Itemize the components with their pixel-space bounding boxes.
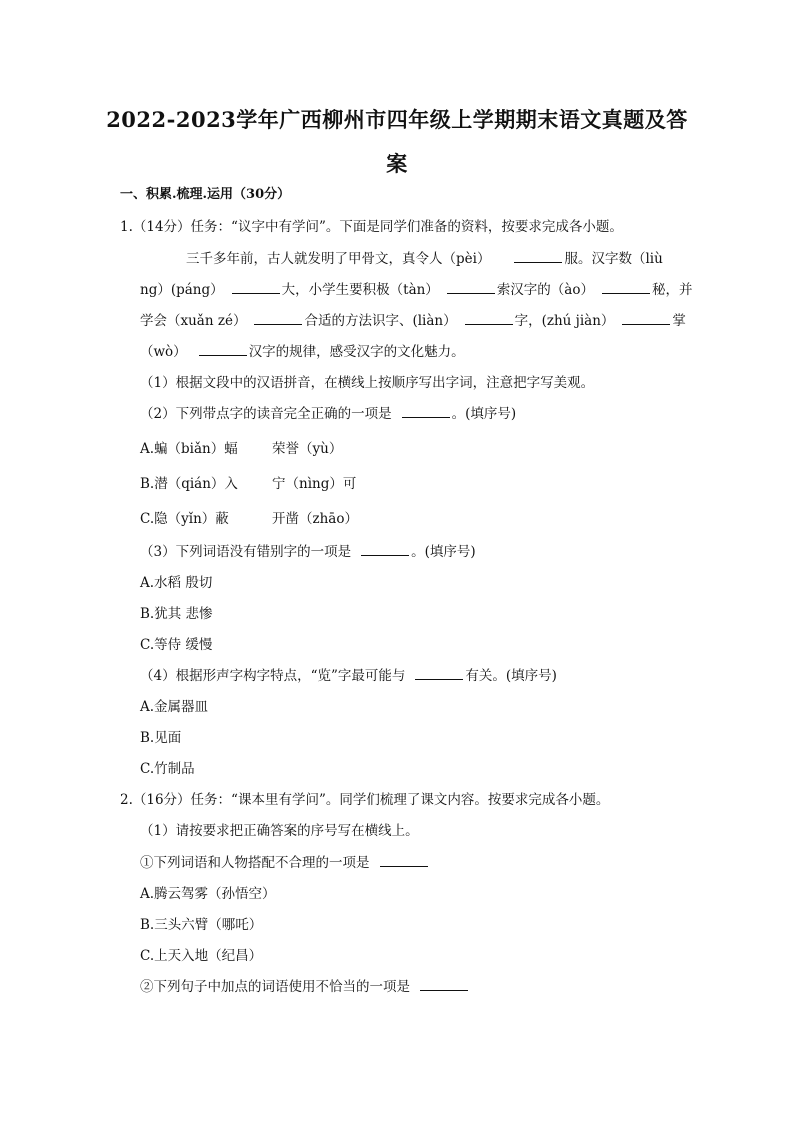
q1-sub-2: [140, 405, 516, 423]
q1-sub-4: [140, 667, 557, 685]
passage-line-3: [140, 312, 686, 330]
question-text: 有关。(填序号): [465, 668, 557, 684]
q1-sub-4-option-c: C.竹制品: [140, 761, 195, 777]
answer-blank[interactable]: [622, 312, 670, 325]
question-text: 。(填序号): [411, 544, 476, 560]
option-text: 宁（nìng）可: [272, 476, 357, 492]
answer-blank[interactable]: [602, 281, 650, 294]
q1-sub-2-option-a: [140, 440, 342, 458]
passage-line-1: [186, 250, 663, 268]
q2-item-1-option-a: A.腾云驾雾（孙悟空）: [140, 886, 276, 902]
passage-text: ng）(páng）: [140, 282, 224, 298]
passage-line-4: [140, 343, 465, 361]
answer-blank[interactable]: [232, 281, 280, 294]
q1-sub-3-option-a: A.水稻 殷切: [140, 575, 213, 591]
passage-text: 汉字的规律，感受汉字的文化魅力。: [248, 344, 465, 360]
q1-sub-2-option-c: [140, 510, 358, 528]
option-text: 开凿（zhāo）: [272, 511, 358, 527]
answer-blank[interactable]: [254, 312, 302, 325]
question-text: ②下列句子中加点的词语使用不恰当的一项是: [140, 979, 410, 995]
q2-item-1-option-b: B.三头六臂（哪吒）: [140, 917, 263, 933]
answer-blank[interactable]: [465, 312, 513, 325]
q1-sub-2-option-b: [140, 475, 356, 493]
answer-blank[interactable]: [402, 405, 450, 418]
answer-blank[interactable]: [514, 250, 562, 263]
answer-blank[interactable]: [361, 543, 409, 556]
passage-text: 字，(zhú jiàn）: [514, 313, 615, 329]
q1-sub-4-option-b: B.见面: [140, 730, 182, 746]
option-text: C.隐（yǐn）蔽: [140, 511, 229, 527]
passage-text: 服。汉字数（liù: [564, 251, 663, 267]
q2-item-1-option-c: C.上天入地（纪昌）: [140, 948, 263, 964]
passage-text: 索汉字的（ào）: [496, 282, 594, 298]
answer-blank[interactable]: [420, 978, 468, 991]
passage-line-2: [140, 281, 693, 299]
question-text: （3）下列词语没有错别字的一项是: [140, 544, 352, 560]
question-text: ①下列词语和人物搭配不合理的一项是: [140, 855, 370, 871]
passage-text: （wò）: [140, 344, 187, 360]
passage-text: 学会（xuǎn zé）: [140, 313, 247, 329]
answer-blank[interactable]: [447, 281, 495, 294]
q2-item-2: [140, 978, 470, 996]
document-title-line-1: 2022-2023学年广西柳州市四年级上学期期末语文真题及答: [106, 107, 688, 132]
question-text: （2）下列带点字的读音完全正确的一项是: [140, 406, 392, 422]
option-text: A.蝙（biǎn）蝠: [140, 441, 238, 457]
document-title-line-2: 案: [386, 151, 408, 176]
answer-blank[interactable]: [415, 667, 463, 680]
passage-text: 合适的方法识字、(liàn）: [304, 313, 457, 329]
q1-sub-3: [140, 543, 476, 561]
passage-text: 三千多年前，古人就发明了甲骨文，真令人（pèi）: [186, 251, 491, 267]
option-text: 荣誉（yù）: [272, 441, 343, 457]
q1-sub-4-option-a: A.金属器皿: [140, 699, 209, 715]
question-1-stem: 1.（14分）任务：“议字中有学问”。下面是同学们准备的资料，按要求完成各小题。: [120, 219, 623, 235]
option-text: B.潜（qián）入: [140, 476, 238, 492]
section-heading: 一、积累.梳理.运用（30分）: [120, 187, 291, 202]
question-2-stem: 2.（16分）任务：“课本里有学问”。同学们梳理了课文内容。按要求完成各小题。: [120, 792, 610, 808]
q2-item-1: [140, 854, 430, 872]
q2-sub-1: （1）请按要求把正确答案的序号写在横线上。: [140, 823, 419, 839]
question-text: 。(填序号): [451, 406, 517, 422]
question-text: （4）根据形声字构字特点，“览”字最可能与: [140, 668, 406, 684]
passage-text: 秘，并: [652, 282, 693, 298]
passage-text: 大，小学生要积极（tàn）: [281, 282, 439, 298]
answer-blank[interactable]: [380, 854, 428, 867]
answer-blank[interactable]: [199, 343, 247, 356]
q1-sub-3-option-b: B.犹其 悲惨: [140, 606, 213, 622]
q1-sub-1: （1）根据文段中的汉语拼音，在横线上按顺序写出字词，注意把字写美观。: [140, 375, 595, 391]
q1-sub-3-option-c: C.等侍 缓慢: [140, 637, 213, 653]
passage-text: 掌: [672, 313, 686, 329]
